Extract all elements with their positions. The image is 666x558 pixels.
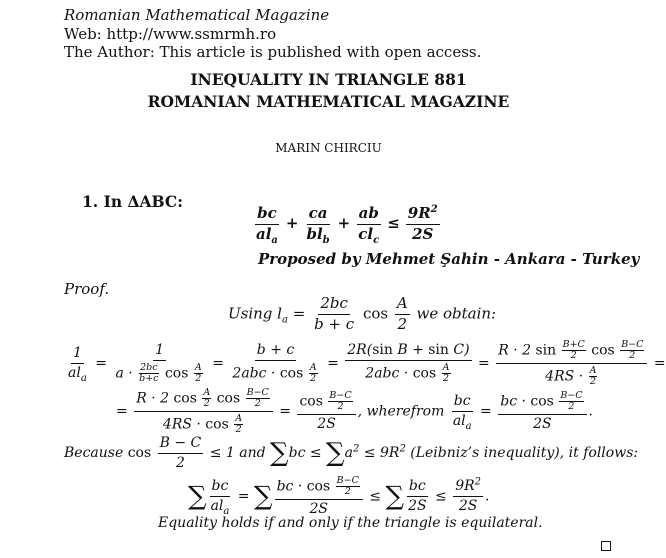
- leibniz-text: (Leibniz’s inequality), it follows:: [410, 445, 639, 462]
- derivation-line-2: = R · 2 cos $\frac{A}{2}$ cos $\frac{B-C}{2}$ 4RS · cos $\frac{A}{2}$ = cos $\frac{B-C}{2}$ 2S , wherefrom $\frac{bc}{al_a}$ = bc · cos $\frac{B-C}{2}$ 2S .: [116, 387, 593, 435]
- paper-title: INEQUALITY IN TRIANGLE 881: [190, 70, 467, 89]
- using-formula-line: Using $l_a$ = $\frac{2bc}{b + c}$ cos $\frac{A}{2}$ we obtain:: [228, 294, 497, 333]
- derivation-line-1: $\frac{1}{al_a}$ = 1 a · $\frac{2bc}{b+c}$ cos $\frac{A}{2}$ = b + c 2abc · cos $\frac{A}{2}$ = 2R(sin B + sin C) 2abc · cos $\frac{A}{2}$ = R · 2 sin $\frac{B+C}{2}$ cos $\frac{B-C}{2}$ 4RS · $\frac{A}{2}$ =: [68, 339, 666, 387]
- final-inequality: ∑ $\frac{bc}{al_a}$ = ∑ bc · cos $\frac{B-C}{2}$ 2S ≤ ∑ $\frac{bc}{2S}$ ≤ $\frac{9R^2}{2S}$ .: [188, 475, 490, 517]
- proof-label: Proof.: [64, 280, 110, 298]
- we-obtain-text: we obtain:: [416, 304, 497, 323]
- web-address: Web: http://www.ssmrmh.ro: [64, 25, 277, 43]
- qed-square-icon: [601, 541, 611, 551]
- magazine-name: Romanian Mathematical Magazine: [64, 6, 330, 24]
- equality-statement: Equality holds if and only if the triangle is equilateral.: [158, 515, 543, 531]
- main-inequality: $\frac{bc}{al_a}$ + $\frac{ca}{bl_b}$ + $\frac{ab}{cl_c}$ ≤ $\frac{9R^2}{2S}$: [256, 204, 438, 246]
- paper-subtitle: ROMANIAN MATHEMATICAL MAGAZINE: [147, 92, 510, 111]
- author-name: MARIN CHIRCIU: [275, 141, 382, 155]
- because-line: Because cos $\frac{B - C}{2}$ ≤ 1 and $\sum bc \le \sum a^2 \le 9R^2$ (Leibniz’s inequality), it follows:: [64, 435, 639, 471]
- proposer-line: Proposed by Mehmet Şahin - Ankara - Turkey: [258, 250, 640, 268]
- wherefrom-text: , wherefrom: [357, 403, 445, 420]
- problem-heading: 1. In ΔABC:: [82, 192, 183, 211]
- using-text: Using: [228, 304, 273, 323]
- author-note: The Author: This article is published with open access.: [64, 43, 482, 61]
- because-text: Because: [64, 445, 124, 462]
